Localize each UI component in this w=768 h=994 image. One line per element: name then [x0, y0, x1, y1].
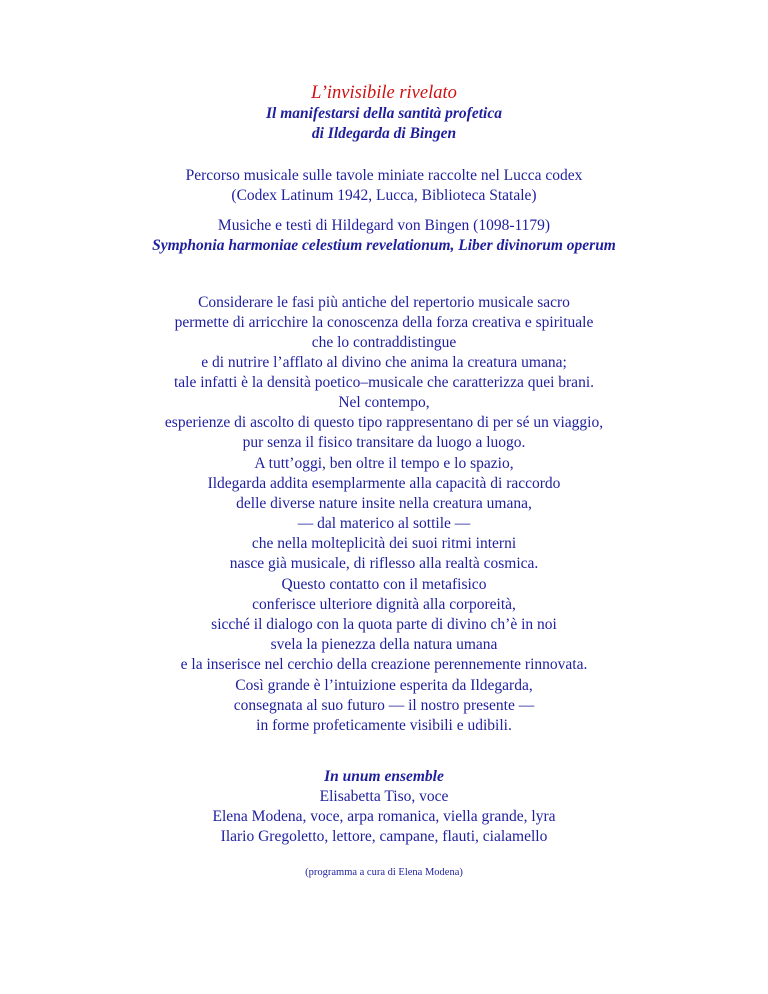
ensemble-member: Elisabetta Tiso, voce: [319, 788, 449, 805]
paragraph-line: in forme profeticamente visibili e udibili.: [256, 717, 512, 734]
subtitle-line-2: di Ildegarda di Bingen: [311, 125, 457, 142]
paragraph-3: [0, 575, 768, 675]
ensemble-member: Elena Modena, voce, arpa romanica, viella grande, lyra: [212, 808, 556, 825]
paragraph-1: [0, 293, 768, 453]
program-credit-note: (programma a cura di Elena Modena): [305, 867, 463, 878]
music-block: [0, 216, 768, 256]
paragraph-2: [0, 454, 768, 574]
paragraph-line: e la inserisce nel cerchio della creazione perennemente rinnovata.: [180, 656, 588, 673]
paragraph-line: pur senza il fisico transitare da luogo a luogo.: [242, 434, 526, 451]
ensemble-name: In unum ensemble: [324, 768, 444, 785]
paragraph-line: Considerare le fasi più antiche del repertorio musicale sacro: [198, 294, 570, 311]
paragraph-line: conferisce ulteriore dignità alla corporeità,: [252, 596, 516, 613]
paragraph-line: — dal materico al sottile —: [297, 515, 471, 532]
paragraph-line: Ildegarda addita esemplarmente alla capacità di raccordo: [207, 475, 561, 492]
footer-block: [0, 866, 768, 880]
subtitle-line-1: Il manifestarsi della santità profetica: [266, 105, 502, 122]
paragraph-line: che lo contraddistingue: [311, 334, 457, 351]
paragraph-line: nasce già musicale, di riflesso alla realtà cosmica.: [229, 555, 539, 572]
paragraph-4: [0, 676, 768, 736]
source-line-2: (Codex Latinum 1942, Lucca, Biblioteca Statale): [231, 187, 537, 204]
paragraph-line: svela la pienezza della natura umana: [270, 636, 498, 653]
paragraph-line: delle diverse nature insite nella creatura umana,: [236, 495, 532, 512]
paragraph-line: Così grande è l’intuizione esperita da Ildegarda,: [235, 677, 533, 694]
paragraph-line: tale infatti è la densità poetico–musicale che caratterizza quei brani.: [173, 374, 594, 391]
paragraph-line: permette di arricchire la conoscenza della forza creativa e spirituale: [174, 314, 594, 331]
paragraph-line: e di nutrire l’afflato al divino che anima la creatura umana;: [201, 354, 567, 371]
document-title: L’invisibile rivelato: [311, 83, 457, 103]
ensemble-block: [0, 767, 768, 847]
paragraph-line: Questo contatto con il metafisico: [281, 576, 487, 593]
music-works: Symphonia harmoniae celestium revelationum, Liber divinorum operum: [152, 237, 616, 254]
paragraph-line: consegnata al suo futuro — il nostro presente —: [233, 697, 535, 714]
ensemble-member: Ilario Gregoletto, lettore, campane, flauti, cialamello: [220, 828, 548, 845]
source-line-1: Percorso musicale sulle tavole miniate raccolte nel Lucca codex: [185, 167, 583, 184]
music-credit: Musiche e testi di Hildegard von Bingen (1098-1179): [217, 217, 551, 234]
source-block: [0, 166, 768, 206]
paragraph-line: che nella molteplicità dei suoi ritmi interni: [251, 535, 517, 552]
paragraph-line: Nel contempo,: [338, 394, 430, 411]
paragraph-line: esperienze di ascolto di questo tipo rappresentano di per sé un viaggio,: [164, 414, 604, 431]
paragraph-line: sicché il dialogo con la quota parte di divino ch’è in noi: [211, 616, 557, 633]
title-block: [0, 82, 768, 144]
paragraph-line: A tutt’oggi, ben oltre il tempo e lo spazio,: [254, 455, 514, 472]
